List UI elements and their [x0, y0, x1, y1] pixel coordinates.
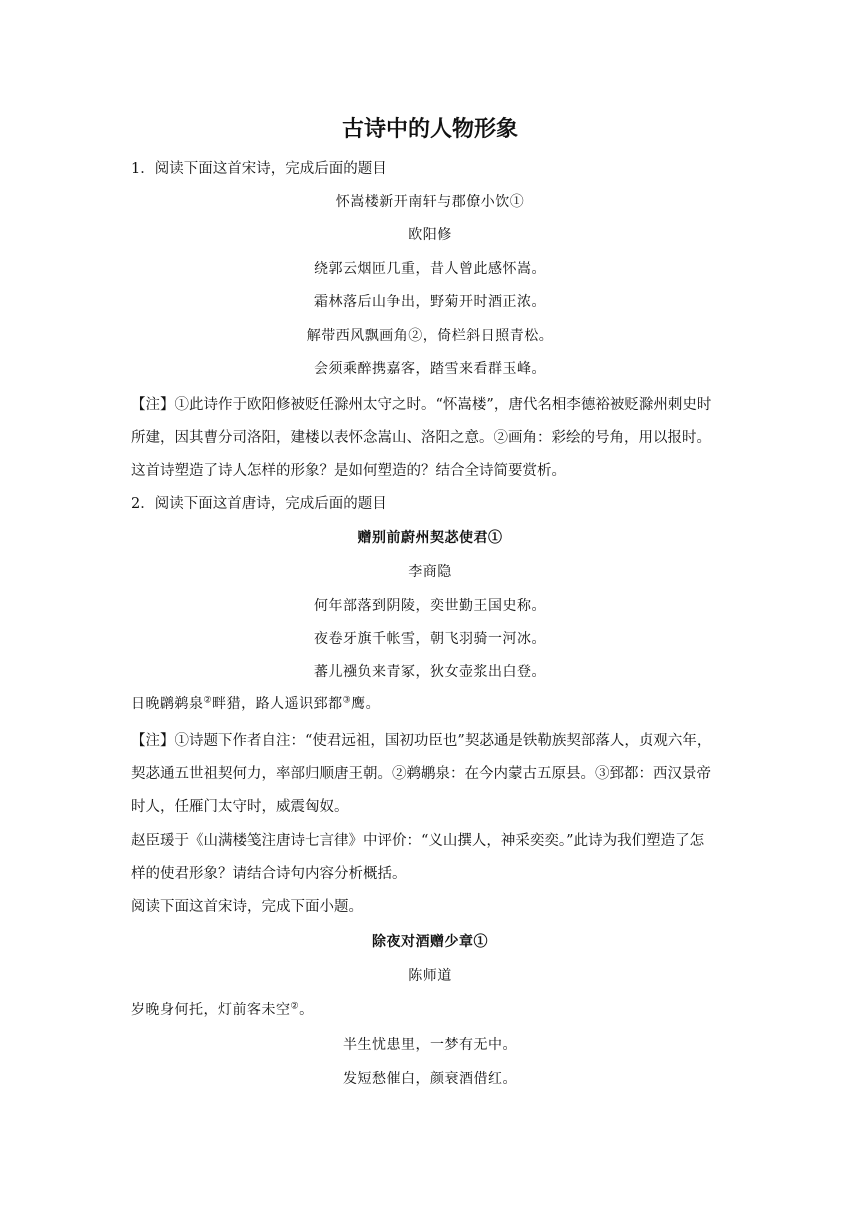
- q1-poem-title: 怀嵩楼新开南轩与郡僚小饮①: [335, 194, 525, 210]
- q2-last-line-part: 畔猎，路人遥识郅都: [212, 696, 343, 712]
- q2-poem-last-line: [131, 694, 380, 714]
- footnote-marker: ②: [290, 1001, 300, 1012]
- q3-intro: 阅读下面这首宋诗，完成下面小题。: [131, 899, 363, 915]
- page-title: 古诗中的人物形象: [341, 117, 518, 142]
- q2-author: 李商隐: [408, 564, 452, 580]
- q2-question-line: 样的使君形象？请结合诗句内容分析概括。: [131, 866, 407, 882]
- q2-intro: 2．阅读下面这首唐诗，完成后面的题目: [131, 496, 387, 512]
- q3-first-line-part: 。: [299, 1002, 314, 1018]
- q3-first-line-part: 岁晚身何托，灯前客未空: [131, 1002, 291, 1018]
- q2-question-line: 赵臣瑗于《山满楼笺注唐诗七言律》中评价：“义山撰人，神采奕奕。”此诗为我们塑造了怎: [131, 833, 705, 849]
- footnote-marker: ②: [203, 695, 213, 706]
- q2-note-line: 【注】①诗题下作者自注：“使君远祖，国初功臣也”契苾通是铁勒族契部落人，贞观六年，: [131, 733, 712, 749]
- q2-note-line: 契苾通五世祖契何力，率部归顺唐王朝。②鹈鹕泉：在今内蒙古五原县。③郅都：西汉景帝: [131, 766, 711, 782]
- q2-poem-line: 蕃儿襁负来青冢，狄女壶浆出白登。: [314, 664, 546, 680]
- q1-author: 欧阳修: [408, 227, 452, 243]
- q1-poem-line: 绕郭云烟匝几重，昔人曾此感怀嵩。: [314, 261, 546, 277]
- q3-poem-first-line: [131, 1000, 314, 1020]
- q3-poem-line: 发短愁催白，颜衰酒借红。: [343, 1071, 517, 1087]
- q2-last-line-part: 日晚䴙鹈泉: [131, 696, 204, 712]
- q1-note-line: 【注】①此诗作于欧阳修被贬任滁州太守之时。“怀嵩楼”，唐代名相李德裕被贬滁州刺史时: [131, 397, 712, 413]
- q2-poem-title: 赠别前蔚州契苾使君①: [357, 530, 503, 546]
- q2-last-line-part: 鹰。: [351, 696, 381, 712]
- q2-note-line: 时人，任雁门太守时，威震匈奴。: [131, 799, 349, 815]
- q1-poem-line: 解带西风飘画角②，倚栏斜日照青松。: [306, 328, 554, 344]
- q1-question: 这首诗塑造了诗人怎样的形象？是如何塑造的？结合全诗简要赏析。: [131, 463, 566, 479]
- q1-intro: 1．阅读下面这首宋诗，完成后面的题目: [131, 161, 387, 177]
- q3-poem-title: 除夜对酒赠少章①: [372, 934, 488, 950]
- q3-poem-line: 半生忧患里，一梦有无中。: [343, 1037, 517, 1053]
- q1-poem-line: 会须乘醉携嘉客，踏雪来看群玉峰。: [314, 361, 546, 377]
- footnote-marker: ③: [342, 695, 352, 706]
- q2-poem-line: 夜卷牙旗千帐雪，朝飞羽骑一河冰。: [314, 631, 546, 647]
- q1-note-line: 所建，因其曹分司洛阳，建楼以表怀念嵩山、洛阳之意。②画角：彩绘的号角，用以报时。: [131, 430, 711, 446]
- q1-poem-line: 霜林落后山争出，野菊开时酒正浓。: [314, 294, 546, 310]
- q3-author: 陈师道: [408, 968, 452, 984]
- q2-poem-line: 何年部落到阴陵，奕世勤王国史称。: [314, 598, 546, 614]
